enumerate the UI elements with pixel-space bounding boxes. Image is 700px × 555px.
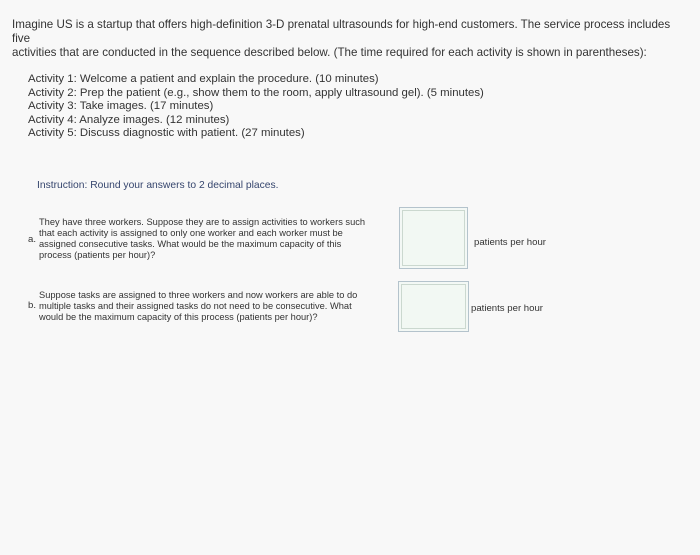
answer-b-input[interactable] xyxy=(398,281,469,332)
question-a-line: process (patients per hour)? xyxy=(39,250,156,260)
answer-a-unit-label: patients per hour xyxy=(474,237,546,248)
question-a-letter: a. xyxy=(28,234,37,245)
question-b-line: would be the maximum capacity of this process (patients per hour)? xyxy=(39,312,318,322)
question-b-text xyxy=(39,290,397,323)
answer-a-field[interactable] xyxy=(402,210,465,266)
question-b-letter: b. xyxy=(28,300,37,311)
problem-intro xyxy=(12,18,672,60)
question-a-line: assigned consecutive tasks. What would be the maximum capacity of this xyxy=(39,239,342,249)
answer-a-input[interactable] xyxy=(399,207,468,269)
instruction-text: Instruction: Round your answers to 2 decimal places. xyxy=(37,180,279,191)
question-a-line: They have three workers. Suppose they are to assign activities to workers such xyxy=(39,217,366,227)
activity-item: Activity 4: Analyze images. (12 minutes) xyxy=(28,113,230,126)
intro-line-1: Imagine US is a startup that offers high-definition 3-D prenatal ultrasounds for high-end customers. The service process includes five xyxy=(12,18,671,45)
question-b-line: Suppose tasks are assigned to three workers and now workers are able to do xyxy=(39,290,358,300)
activity-list xyxy=(28,73,484,141)
activity-item: Activity 5: Discuss diagnostic with patient. (27 minutes) xyxy=(28,127,305,140)
question-a-line: that each activity is assigned to only one worker and each worker must be xyxy=(39,228,343,238)
question-b-line: multiple tasks and their assigned tasks do not need to be consecutive. What xyxy=(39,301,352,311)
activity-item: Activity 1: Welcome a patient and explain the procedure. (10 minutes) xyxy=(28,73,379,85)
question-a-text xyxy=(39,217,397,261)
activity-item: Activity 2: Prep the patient (e.g., show them to the room, apply ultrasound gel). (5 minutes) xyxy=(28,86,484,99)
activity-item: Activity 3: Take images. (17 minutes) xyxy=(28,100,214,113)
answer-b-unit-label: patients per hour xyxy=(471,303,543,314)
intro-line-2: activities that are conducted in the sequence described below. (The time required for each activity is shown in parentheses): xyxy=(12,46,647,59)
answer-b-field[interactable] xyxy=(401,284,466,329)
